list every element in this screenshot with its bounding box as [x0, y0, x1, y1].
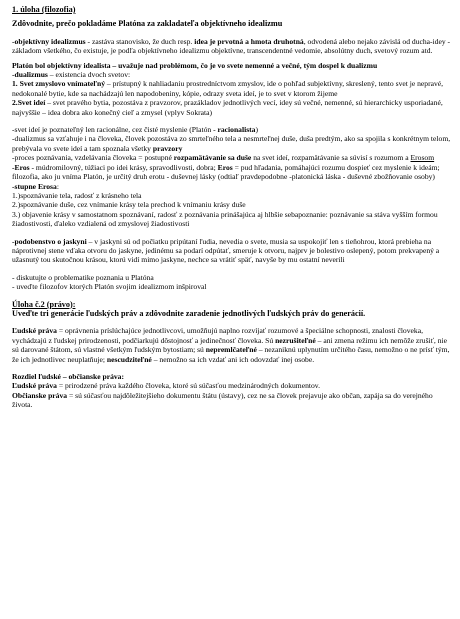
text-run: nescudziteľné [106, 354, 152, 364]
text-run: – ani zmena režimu ich nemôže zrušiť, nie sú darované štátom, sú vlastné všetkým ľudským bytostiam; sú [12, 335, 447, 355]
text-run: pravzory [152, 143, 183, 153]
paragraph-world-of-ideas [12, 98, 452, 117]
text-run: -dualizmus sa vzťahuje i na človeka, človek pozostáva zo smrteľného tela a nesmrteľnej duše, duša predtým, ako sa spojila s konkrétnym telom, prebývala vo svete ideí a tam spoznala všetky [12, 134, 451, 153]
text-run: nezrušiteľné [275, 335, 316, 345]
text-run: – existencia dvoch svetov: [47, 70, 131, 80]
paragraph-human-rights-definition [12, 326, 452, 364]
text-run: = pud hľadania, pomáhajúci rozumu dospieť cez myslenie k ideám; filozofia, ako ju vníma Platón, je určitý druh erotu - duševnej lásky (odtiaľ pravdepodobne -platonická láska - duševné zbožňovanie osoby) [12, 162, 440, 182]
paragraph-sensory-world [12, 79, 452, 98]
text-run: -Eros [12, 162, 30, 172]
paragraph-eros-stages-title [12, 182, 452, 191]
list-item-eros-stage-1: 1.)spoznávanie tela, radosť z krásneho tela [12, 190, 142, 200]
text-run: = sú súčasťou najdôležitejšieho dokumentu štátu (ústavy), cez ne sa človek prejavuje ako občan, zapája sa do verejného života. [12, 390, 433, 410]
paragraph-plato-dualism [12, 61, 452, 70]
task2-heading: Úloha č.2 (právo): [12, 299, 76, 309]
task1-heading: 1. úloha (filozofia) [12, 5, 76, 14]
text-run: Ľudské práva [12, 381, 57, 391]
text-run: 2.Svet ideí [12, 98, 46, 108]
text-run: idea je prvotná a hmota druhotná [194, 36, 304, 46]
text-run: -proces poznávania, vzdelávania človeka = postupné [12, 153, 174, 163]
task1-discussion-item-1: - diskutujte o problematike poznania u Platóna [12, 272, 154, 282]
paragraph-cave-allegory [12, 237, 452, 265]
text-run: -dualizmus [12, 70, 48, 80]
list-item-eros-stage-3: 3.) objavenie krásy v samostatnom spoznávaní, radosť z poznávania prinášajúca aj hlbšie sebapoznanie: poznávanie sa stáva vyšším formou žiadostivosti, ďaleko vzdialená od zmyslovej žiadostivosti [12, 209, 438, 229]
text-run: -stupne Erosa [12, 181, 57, 191]
text-run: -objektívny idealizmus [12, 36, 86, 46]
text-run: – svet pravého bytia, pozostáva z pravzorov, prazákladov jednotlivých vecí, idey sú večné, nemenné, sú hierarchicky usporiadané, najvyššie – idea dobra ako konečný cieľ a zmysel (vplyv Sokrata) [12, 98, 443, 117]
paragraph-human-rights [12, 381, 452, 390]
text-run: Erosom [410, 153, 435, 163]
text-run: Eros [217, 162, 233, 172]
task2-question: Uveďte tri generácie ľudských práv a zdôvodnite zaradenie jednotlivých ľudských práv do generácií. [12, 308, 366, 318]
list-item-eros-stage-2: 2.)spoznávanie duše, cez vnímanie krásy tela prechod k vnímaniu krásy duše [12, 200, 246, 210]
text-run: Občianske práva [12, 390, 68, 400]
text-run: - zastáva stanovisko, že duch resp. [85, 36, 195, 46]
paragraph-rights-difference-title [12, 372, 452, 381]
text-run: 1. Svet zmyslovo vnímateľný [12, 79, 105, 89]
text-run: nepremlčateľné [205, 345, 257, 355]
text-run: , odvodená alebo nejako závislá od ducha-idey - základom všetkého, čo existuje, je podľa objektívneho idealizmu objektívne, transcendentné vedomie, absolútny duch, svetový rozum atd. [12, 36, 451, 56]
text-run: – nezaniknú uplynutím určitého času, nemožno o ne prísť tým, že ich jednotlivec neuplatňuje; [12, 345, 450, 364]
text-run: -podobenstvo o jaskyni [12, 236, 87, 246]
text-run: Ľudské práva [12, 326, 57, 336]
text-run: – v jaskyni sú od počiatku pripútaní ľudia, nevedia o svete, musia sa uspokojiť len s tieňohrou, ktorá prebieha na náprotivnej stene vďaka otvoru do jaskyne, jedinému sa podarí odpútať, smeruje k otvoru, najprv je bolestivo oslepený, potom prekvapený a užasnutý tou skutočnou krásou, ktorú vidí mimo jaskyne, nechce sa vrátiť späť, navyše by mu ostatní neverili [12, 236, 440, 265]
text-run: = oprávnenia príslúchajúce jednotlivcovi, umožňujú naplno rozvíjať rozumové a špeciálne schopnosti, znalosti človeka, vychádzajú z ľudskej prirodzenosti, podčiarkujú dôstojnosť a jedinečnosť človeka. Sú [12, 326, 423, 345]
text-run: racionalista [217, 125, 256, 135]
text-run: na svet ideí, rozpamätávanie sa súvisí s rozumom a [251, 153, 411, 163]
text-run: Platón bol objektívny idealista – uvažuje nad problémom, čo je vo svete nemenné a večné, tým dospel k dualizmu [12, 60, 378, 70]
task1-question: Zdôvodnite, prečo pokladáme Platóna za zakladateľa objektívneho idealizmu [12, 19, 283, 29]
text-run: = prirodzené práva každého človeka, ktoré sú súčasťou medzinárodných dokumentov. [56, 381, 320, 391]
text-run: -svet ideí je poznateľný len racionálne, cez čisté myslenie (Platón - [12, 125, 218, 135]
task1-discussion-item-2: - uveďte filozofov ktorých Platón svojim idealizmom inšpiroval [12, 282, 207, 292]
text-run: - múdromilovný, túžiaci po idei krásy, spravodlivosti, dobra; [29, 162, 218, 172]
paragraph-civil-rights [12, 391, 452, 410]
paragraph-eros [12, 163, 452, 182]
text-run: – nemožno sa ich vzdať ani ich odovzdať inej osobe. [151, 354, 315, 364]
paragraph-recollection [12, 153, 452, 162]
text-run: Rozdiel ľudské – občianske práva: [12, 372, 124, 381]
text-run: – prístupný k nahliadaniu prostredníctvom zmyslov, ide o pohľad subjektívny, skreslený, tento svet je nepravé, nedokonalé bytie, kde sa nachádzajú len napodobeniny, kópie, odrazy sveta ideí, je to svet v ktorom žijeme [12, 79, 444, 98]
paragraph-rationalism [12, 125, 452, 134]
paragraph-dualism-definition [12, 70, 452, 79]
text-run: rozpamätávanie sa duše [173, 153, 252, 163]
text-run: ) [255, 125, 259, 135]
paragraph-objective-idealism [12, 37, 452, 56]
text-run: : [56, 181, 59, 191]
paragraph-human-dualism [12, 134, 452, 153]
